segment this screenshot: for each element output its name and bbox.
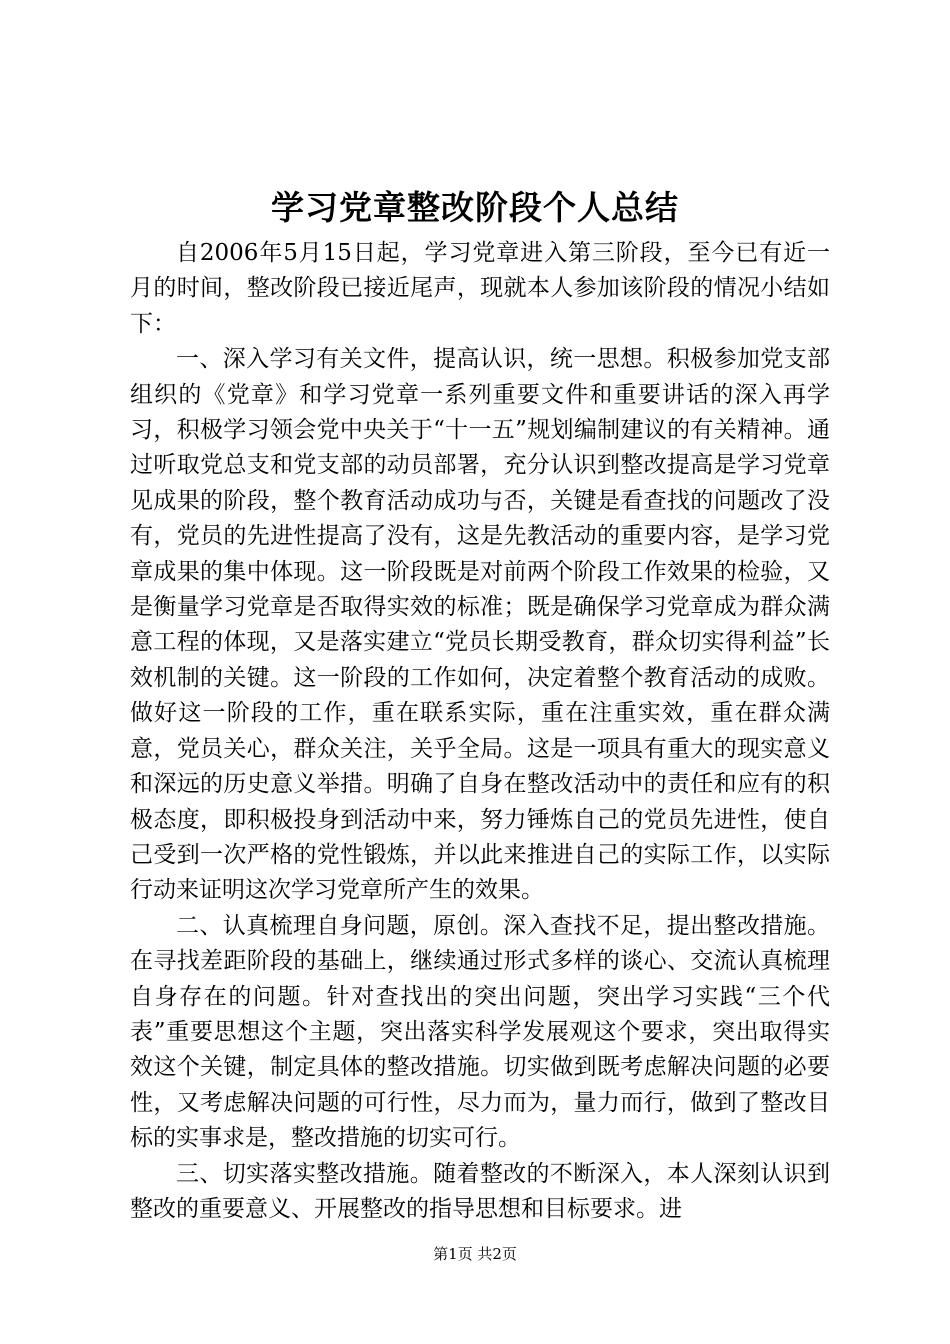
page-number-footer: 第1页 共2页 xyxy=(433,1245,517,1263)
paragraph-intro: 自2006年5月15日起，学习党章进入第三阶段，至今已有近一月的时间，整改阶段已接近尾声，现就本人参加该阶段的情况小结如下： xyxy=(130,240,830,337)
document-body xyxy=(130,236,830,1227)
paragraph-section-2: 二、认真梳理自身问题，原创。深入查找不足，提出整改措施。在寻找差距阶段的基础上，继续通过形式多样的谈心、交流认真梳理自身存在的问题。针对查找出的突出问题，突出学习实践“三个代表”重要思想这个主题，突出落实科学发展观这个要求，突出取得实效这个关键，制定具体的整改措施。切实做到既考虑解决问题的必要性，又考虑解决问题的可行性，尽力而为，量力而行，做到了整改目标的实事求是，整改措施的切实可行。 xyxy=(130,912,830,1152)
paragraph-section-3: 三、切实落实整改措施。随着整改的不断深入，本人深刻认识到整改的重要意义、开展整改的指导思想和目标要求。进 xyxy=(130,1160,830,1222)
paragraph-section-1: 一、深入学习有关文件，提高认识，统一思想。积极参加党支部组织的《党章》和学习党章一系列重要文件和重要讲话的深入再学习，积极学习领会党中央关于“十一五”规划编制建议的有关精神。通过听取党总支和党支部的动员部署，充分认识到整改提高是学习党章见成果的阶段，整个教育活动成功与否，关键是看查找的问题改了没有，党员的先进性提高了没有，这是先教活动的重要内容，是学习党章成果的集中体现。这一阶段既是对前两个阶段工作效果的检验，又是衡量学习党章是否取得实效的标准；既是确保学习党章成为群众满意工程的体现，又是落实建立“党员长期受教育，群众切实得利益”长效机制的关键。这一阶段的工作如何，决定着整个教育活动的成败。做好这一阶段的工作，重在联系实际，重在注重实效，重在群众满意，党员关心，群众关注，关乎全局。这是一项具有重大的现实意义和深远的历史意义举措。明确了自身在整改活动中的责任和应有的积极态度，即积极投身到活动中来，努力锤炼自己的党员先进性，使自己受到一次严格的党性锻炼，并以此来推进自己的实际工作，以实际行动来证明这次学习党章所产生的效果。 xyxy=(130,346,830,904)
document-title: 学习党章整改阶段个人总结 xyxy=(271,188,679,227)
